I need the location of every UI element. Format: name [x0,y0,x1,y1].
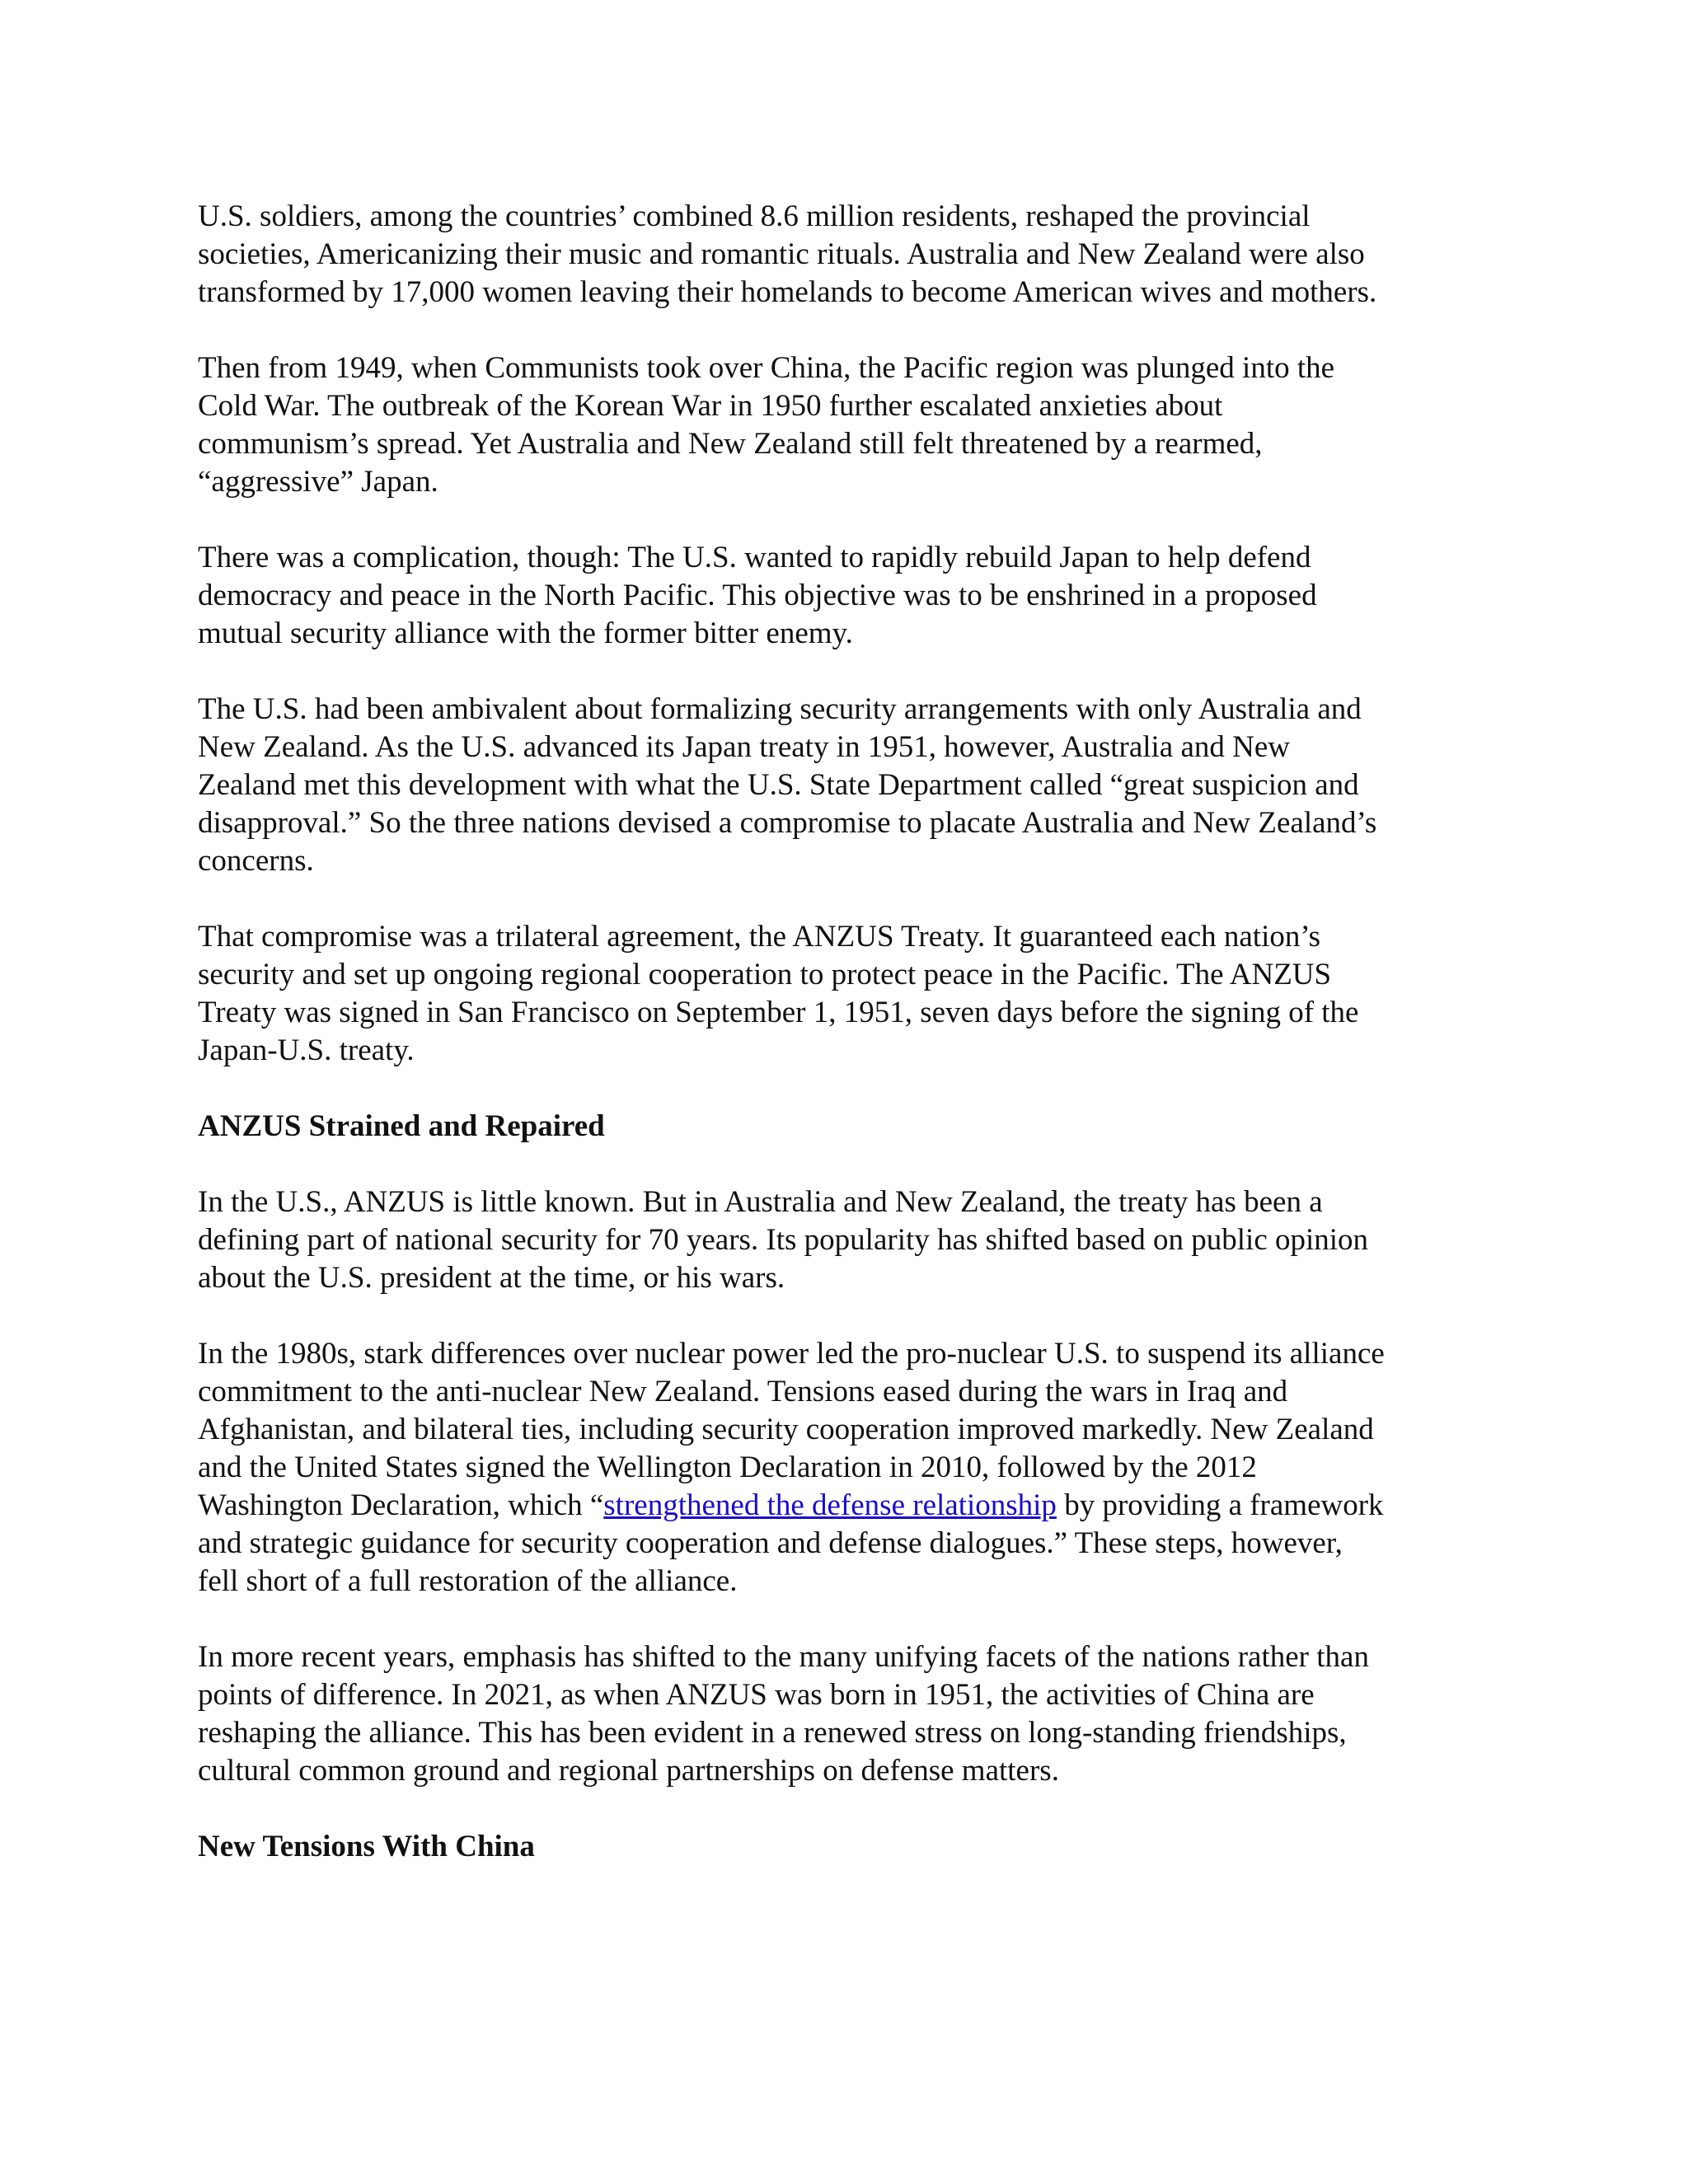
text-line: In the U.S., ANZUS is little known. But in Australia and New Zealand, the treaty has been a [198,1185,1323,1219]
text-line: and strategic guidance for security cooperation and defense dialogues.” These steps, however, [198,1526,1343,1560]
defense-relationship-link[interactable]: strengthened the defense relationship [603,1488,1057,1522]
text-line: Cold War. The outbreak of the Korean War in 1950 further escalated anxieties about [198,389,1223,423]
text-line: points of difference. In 2021, as when ANZUS was born in 1951, the activities of China are [198,1678,1315,1712]
text-line: That compromise was a trilateral agreement, the ANZUS Treaty. It guaranteed each nation’s [198,920,1321,954]
paragraph-recent-years [198,1638,1484,1790]
text-line: mutual security alliance with the former bitter enemy. [198,616,853,650]
text-line: New Zealand. As the U.S. advanced its Japan treaty in 1951, however, Australia and New [198,730,1291,764]
document-page [198,198,1484,1904]
text-line: Afghanistan, and bilateral ties, including security cooperation improved markedly. New Zealand [198,1413,1374,1446]
text-segment: by providing a framework [1056,1488,1384,1522]
text-line: concerns. [198,844,314,878]
text-line: Zealand met this development with what the U.S. State Department called “great suspicion and [198,768,1359,802]
section-heading-new-tensions: New Tensions With China [198,1830,535,1863]
text-line: security and set up ongoing regional cooperation to protect peace in the Pacific. The ANZUS [198,958,1332,991]
paragraph-anzus-treaty [198,918,1484,1070]
text-line: Japan-U.S. treaty. [198,1033,415,1067]
text-line: disapproval.” So the three nations devised a compromise to placate Australia and New Zealand’s [198,806,1377,840]
paragraph-complication [198,539,1484,653]
text-line: Then from 1949, when Communists took over China, the Pacific region was plunged into the [198,351,1335,385]
text-line: The U.S. had been ambivalent about formalizing security arrangements with only Australia and [198,692,1362,726]
text-line: cultural common ground and regional partnerships on defense matters. [198,1754,1059,1788]
text-line: communism’s spread. Yet Australia and New Zealand still felt threatened by a rearmed, [198,427,1263,461]
paragraph-ambivalence [198,691,1484,880]
text-line: fell short of a full restoration of the alliance. [198,1564,738,1598]
text-line: commitment to the anti-nuclear New Zealand. Tensions eased during the wars in Iraq and [198,1375,1288,1408]
text-line: democracy and peace in the North Pacific. This objective was to be enshrined in a proposed [198,579,1317,612]
text-line: defining part of national security for 70 years. Its popularity has shifted based on public opinion [198,1223,1369,1257]
text-line: There was a complication, though: The U.S. wanted to rapidly rebuild Japan to help defend [198,541,1311,574]
text-line: transformed by 17,000 women leaving their homelands to become American wives and mothers. [198,275,1377,309]
text-line: societies, Americanizing their music and romantic rituals. Australia and New Zealand were also [198,237,1365,271]
text-line: In more recent years, emphasis has shifted to the many unifying facets of the nations rather than [198,1640,1369,1674]
section-heading-anzus-strained: ANZUS Strained and Repaired [198,1109,605,1143]
paragraph-cold-war [198,349,1484,501]
text-line-with-link [198,1487,1484,1525]
text-line: U.S. soldiers, among the countries’ combined 8.6 million residents, reshaped the provincial [198,199,1311,233]
text-line: and the United States signed the Wellington Declaration in 2010, followed by the 2012 [198,1451,1257,1484]
paragraph-war-brides [198,198,1484,312]
text-line: “aggressive” Japan. [198,465,438,499]
paragraph-nuclear-differences [198,1335,1484,1601]
text-line: Treaty was signed in San Francisco on September 1, 1951, seven days before the signing of the [198,996,1359,1029]
text-line: reshaping the alliance. This has been evident in a renewed stress on long-standing friendships, [198,1716,1347,1750]
text-segment: Washington Declaration, which “ [198,1488,604,1522]
text-line: In the 1980s, stark differences over nuclear power led the pro-nuclear U.S. to suspend its alliance [198,1337,1385,1371]
text-line: about the U.S. president at the time, or his wars. [198,1261,785,1295]
paragraph-little-known [198,1183,1484,1297]
